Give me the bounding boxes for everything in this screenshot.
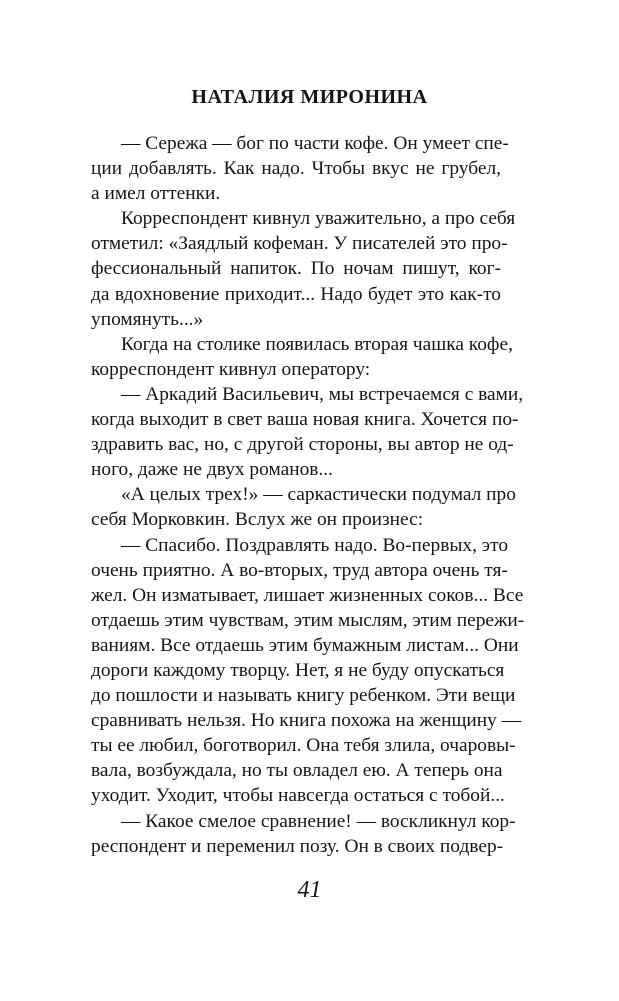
text-line: Когда на столике появилась вторая чашка кофе, bbox=[121, 333, 513, 355]
text-line: да вдохновение приходит... Надо будет это как-то bbox=[91, 283, 501, 305]
text-line: сравнивать нельзя. Но книга похожа на женщину — bbox=[91, 710, 522, 732]
text-line: респондент и переменил позу. Он в своих подвер- bbox=[91, 835, 504, 857]
text-line: ваниям. Все отдаешь этим бумажным листам... Они bbox=[91, 634, 519, 656]
text-line: до пошлости и называть книгу ребенком. Эти вещи bbox=[91, 685, 516, 707]
text-line: — Какое смелое сравнение! — воскликнул кор- bbox=[121, 810, 516, 832]
text-line: ты ее любил, боготворил. Она тебя злила, очаровы- bbox=[91, 735, 516, 757]
body-text bbox=[91, 131, 525, 859]
text-line: а имел оттенки. bbox=[91, 183, 221, 205]
text-line: уходит. Уходит, чтобы навсегда остаться с тобой... bbox=[91, 785, 505, 807]
text-line: Корреспондент кивнул уважительно, а про себя bbox=[121, 208, 516, 230]
running-head-author: НАТАЛИЯ МИРОНИНА bbox=[191, 86, 428, 108]
text-line: отдаешь этим чувствам, этим мыслям, этим пережи- bbox=[91, 609, 525, 631]
text-line: «А целых трех!» — саркастически подумал про bbox=[121, 484, 516, 506]
text-line: дороги каждому творцу. Нет, я не буду опускаться bbox=[91, 659, 505, 681]
text-line: ного, даже не двух романов... bbox=[91, 459, 333, 481]
text-line: себя Морковкин. Вслух же он произнес: bbox=[91, 509, 424, 531]
text-line: упомянуть...» bbox=[91, 308, 204, 330]
text-line: когда выходит в свет ваша новая книга. Хочется по- bbox=[91, 409, 519, 431]
text-line: — Сережа — бог по части кофе. Он умеет спе- bbox=[121, 133, 509, 154]
text-line: вала, возбуждала, но ты овладел ею. А теперь она bbox=[91, 760, 503, 782]
text-line: отметил: «Заядлый кофеман. У писателей это про- bbox=[91, 233, 508, 255]
text-line: жел. Он изматывает, лишает жизненных соков... Все bbox=[91, 584, 524, 606]
text-line: ции добавлять. Как надо. Чтобы вкус не грубел, bbox=[91, 158, 501, 180]
text-line: здравить вас, но, с другой стороны, вы автор не од- bbox=[91, 434, 514, 456]
text-line: корреспондент кивнул оператору: bbox=[91, 358, 371, 380]
text-line: — Спасибо. Поздравлять надо. Во-первых, это bbox=[121, 534, 509, 556]
text-line: — Аркадий Васильевич, мы встречаемся с вами, bbox=[121, 383, 524, 405]
text-line: фессиональный напиток. По ночам пишут, ког- bbox=[91, 258, 501, 280]
page-number: 41 bbox=[297, 877, 322, 903]
text-line: очень приятно. А во-вторых, труд автора очень тя- bbox=[91, 559, 508, 581]
